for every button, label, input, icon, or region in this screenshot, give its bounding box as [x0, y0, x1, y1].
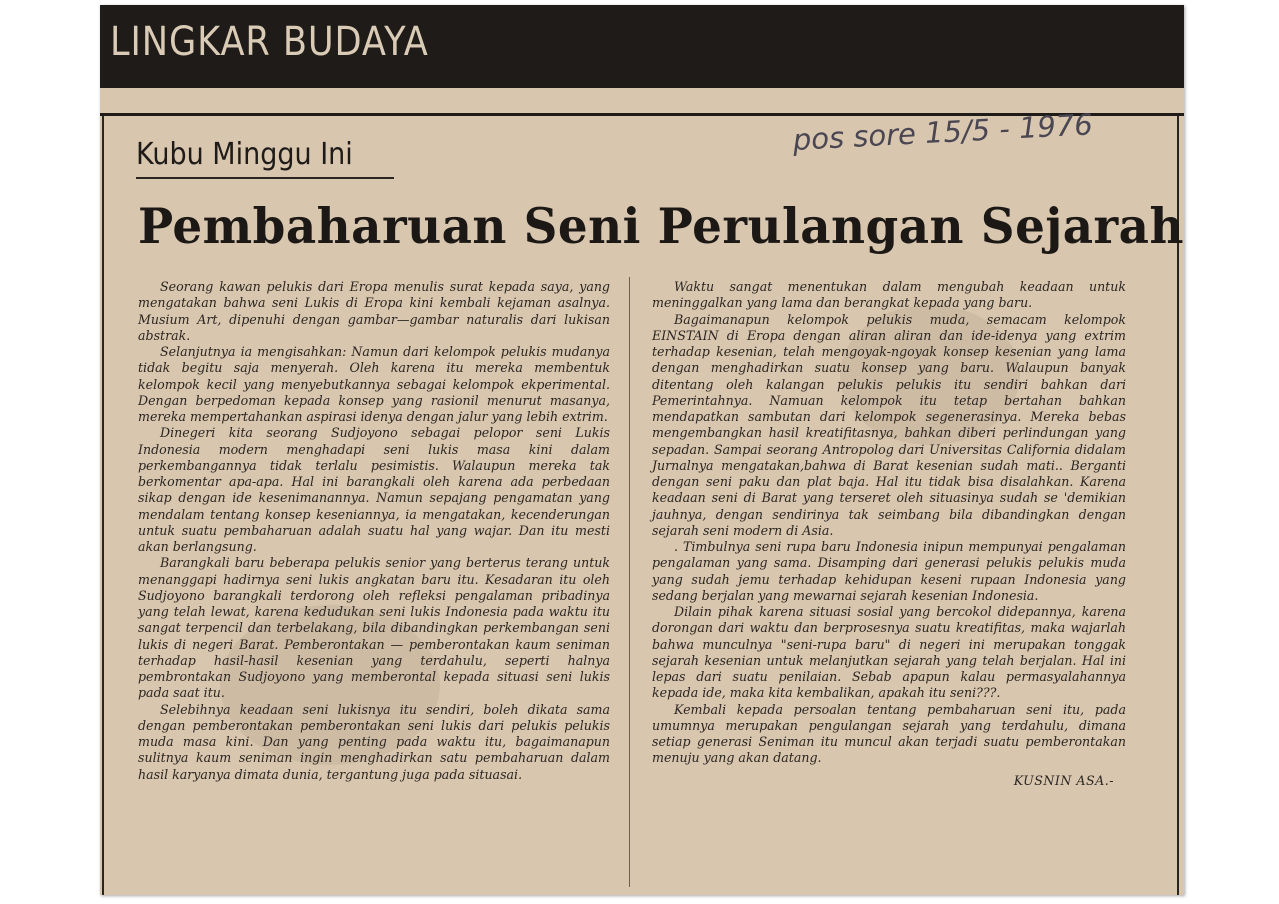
masthead-bar [100, 5, 1184, 88]
handwritten-date-note: pos sore 15/5 - 1976 [792, 107, 1094, 157]
paragraph: Barangkali baru beberapa pelukis senior yang berterus terang untuk menanggapi hadirnya seni lukis angkatan baru itu. Kesadaran itu oleh Sudjoyono barangkali terdorong oleh refleksi pengalaman pribadinya yang telah lewat, karena kedudukan seni lukis Indonesia pada waktu itu sangat terpencil dan terbelakang, bila dibandingkan perkembangan seni lukis di negeri Barat. Pemberontakan — pemberontakan kaum seniman terhadap hasil-hasil kesenian yang terdahulu, seperti halnya pembrontakan Sudjoyono yang memberontal kepada situasi seni lukis pada saat itu. [138, 555, 610, 701]
article-headline: Pembaharuan Seni Perulangan Sejarah [138, 197, 1184, 255]
paragraph: Seorang kawan pelukis dari Eropa menulis surat kepada saya, yang mengatakan bahwa seni Lukis di Eropa kini kembali kejaman asalnya. Musium Art, dipenuhi dengan gambar—gambar naturalis dari lukisan abstrak. [138, 279, 610, 343]
section-kicker: Kubu Minggu Ini [136, 137, 353, 172]
newspaper-clipping [100, 5, 1184, 895]
paragraph: . Timbulnya seni rupa baru Indonesia inipun mempunyai pengalaman pengalaman yang sama. Disamping dari generasi pelukis pelukis muda yang sudah jemu terhadap kehidupan keseni rupaan Indonesia yang sedang berjalan yang mewarnai sejarah kesenian Indonesia. [652, 539, 1126, 603]
paragraph: Kembali kepada persoalan tentang pembaharuan seni itu, pada umumnya merupakan pengulangan sejarah yang terdahulu, dimana setiap generasi Seniman itu muncul akan terjadi suatu pemberontakan menuju yang akan datang. [652, 701, 1126, 766]
paragraph: Bagaimanapun kelompok pelukis muda, semacam kelompok EINSTAIN di Eropa dengan aliran aliran dan ide-idenya yang extrim terhadap kesenian, telah mengoyak-ngoyak konsep kesenian yang lama dengan menghadirkan suatu konsep yang baru. Walaupun banyak ditentang oleh kalangan pelukis pelukis itu sendiri bahkan dari Pemerintahnya. Namuan kelompok itu tetap bertahan bahkan mendapatkan sambutan dari kelompok segenerasinya. Mereka bebas mengembangkan hasil kreatifitasnya, bahkan diberi perlindungan yang sepadan. Sampai seorang Antropolog dari Universitas California didalam Jurnalnya mengatakan,bahwa di Barat kesenian sudah mati.. Berganti dengan seni paku dan plat baja. Hal itu tidak bisa disalahkan. Karena keadaan seni di Barat yang terseret oleh situasinya sudah se 'demikian jauhnya, dengan sendirinya tak seimbang bila dibandingkan dengan sejarah seni modern di Asia. [652, 311, 1126, 538]
paragraph: Selanjutnya ia mengisahkan: Namun dari kelompok pelukis mudanya tidak begitu saja menyerah. Oleh karena itu mereka membentuk kelompok kecil yang menyebutkannya sebagai kelompok ekperimental. Dengan berpedoman kepada konsep yang rasionil menurut masanya, mereka mempertahankan aspirasi idenya dengan jalur yang lebih extrim. [138, 344, 610, 424]
kicker-underline [136, 177, 394, 179]
paragraph: Dinegeri kita seorang Sudjoyono sebagai pelopor seni Lukis Indonesia modern menghadapi seni lukis masa kini dalam perkembangannya tidak terlalu pesimistis. Walaupun mereka tak berkomentar apa-apa. Hal ini barangkali oleh karena ada perbedaan sikap dengan ide kesenimanannya. Namun sepajang pengamatan yang mendalam tentang konsep keseniannya, ia mengatakan, kecenderungan untuk suatu pembaharuan adalah suatu hal yang wajar. Dan itu mesti akan berlangsung. [138, 425, 610, 554]
frame-border-left [102, 116, 104, 895]
column-divider [629, 277, 630, 887]
paragraph: Waktu sangat menentukan dalam mengubah keadaan untuk meninggalkan yang lama dan berangkat kepada yang baru. [652, 279, 1126, 311]
masthead-title: LINGKAR BUDAYA [110, 19, 429, 65]
article-column-left [138, 279, 610, 783]
article-column-right [652, 279, 1126, 789]
paragraph: Selebihnya keadaan seni lukisnya itu sendiri, boleh dikata sama dengan pemberontakan pemberontakan seni lukis dari pelukis pelukis muda masa kini. Dan yang penting pada waktu itu, bagaimanapun sulitnya kaum seniman ingin menghadirkan satu pembaharuan dalam hasil karyanya dimata dunia, tergantung juga pada situasai. [138, 701, 610, 782]
author-byline: KUSNIN ASA.- [1013, 772, 1114, 788]
paragraph: Dilain pihak karena situasi sosial yang bercokol didepannya, karena dorongan dari waktu dan berprosesnya suatu kreatifitas, maka wajarlah bahwa munculnya "seni-rupa baru" di negeri ini merupakan tonggak sejarah kesenian untuk melanjutkan sejarah yang telah berjalan. Hal ini lepas dari suatu penilaian. Sebab apapun kalau permasyalahannya kepada ide, maka kita kembalikan, apakah itu seni???. [652, 604, 1126, 701]
